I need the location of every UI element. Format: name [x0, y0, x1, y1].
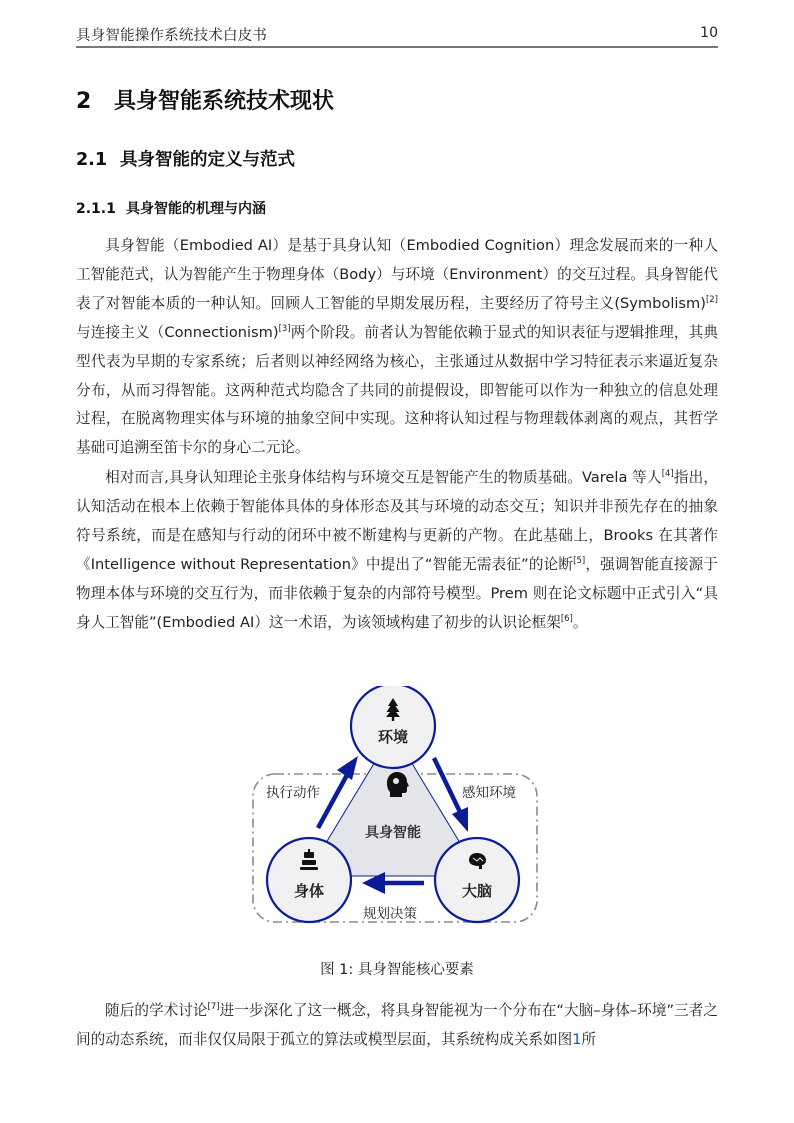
node-label-brain: 大脑 — [461, 882, 492, 900]
running-header — [76, 24, 718, 48]
paragraph-text: 相对而言,具身认知理论主张身体结构与环境交互是智能产生的物质基础。Varela 等人 — [105, 469, 662, 486]
edge-label-plan: 规划决策 — [363, 906, 417, 922]
paragraph-text: 具身智能（Embodied AI）是基于具身认知（Embodied Cognition）理念发展而来的一种人工智能范式，认为智能产生于物理身体（Body）与环境（Environment）的交互过程。具身智能代表了对智能本质的一种认知。回顾人工智能的早期发展历程，主要经历了符号主义(Symbolism) — [76, 237, 718, 312]
paragraph-text: 所 — [581, 1030, 597, 1048]
paragraph-embodied-cognition — [76, 464, 718, 637]
section-number: 2 — [76, 89, 92, 114]
subsubsection-heading — [76, 198, 266, 218]
paragraph-text: 随后的学术讨论 — [105, 1002, 208, 1019]
subsection-title: 具身智能的定义与范式 — [120, 150, 295, 170]
page-number: 10 — [700, 25, 718, 41]
paragraph-text: 进一步深化了这一概念，将具身智能视为一个分布在“大脑–身体–环境”三者之间的动态系统，而非仅仅局限于孤立的算法或模型层面，其系统构成关系如图 — [76, 1002, 718, 1048]
node-label-environment: 环境 — [377, 728, 408, 746]
citation-ref[interactable]: [4] — [661, 469, 674, 480]
citation-ref[interactable]: [3] — [278, 323, 291, 334]
section-heading — [76, 84, 334, 115]
document-title: 具身智能操作系统技术白皮书 — [76, 28, 268, 44]
center-label: 具身智能 — [365, 825, 421, 841]
node-label-body: 身体 — [293, 882, 324, 900]
citation-ref[interactable]: [5] — [573, 555, 586, 566]
citation-ref[interactable]: [2] — [705, 294, 718, 305]
subsection-number: 2.1 — [76, 150, 108, 170]
citation-ref[interactable]: [6] — [560, 613, 573, 624]
subsubsection-title: 具身智能的机理与内涵 — [126, 201, 266, 217]
paragraph-text: 。 — [572, 613, 588, 631]
figure-embodied-ai-core-elements — [246, 686, 556, 936]
paragraph-embodied-ai-definition — [76, 232, 718, 463]
paragraph-text: ，强调智能直接源于物理本体与环境的交互行为，而非依赖于复杂的内部符号模型。Prem 则在论文标题中正式引入“具身人工智能”(Embodied AI）这一术语，为该领域构建了初步的认识论框架 — [76, 555, 718, 631]
edge-label-act: 执行动作 — [266, 785, 320, 801]
paragraph-text: 两个阶段。前者认为智能依赖于显式的知识表征与逻辑推理，其典型代表为早期的专家系统；后者则以神经网络为核心，主张通过从数据中学习特征表示来逼近复杂分布，从而习得智能。这两种范式均隐含了共同的前提假设，即智能可以作为一种独立的信息处理过程，在脱离物理实体与环境的抽象空间中实现。这种将认知过程与物理载体剥离的观点，其哲学基础可追溯至笛卡尔的身心二元论。 — [76, 323, 718, 457]
figure-caption: 图 1: 具身智能核心要素 — [320, 962, 474, 978]
figure-reference-link[interactable]: 1 — [572, 1030, 582, 1048]
subsubsection-number: 2.1.1 — [76, 201, 116, 217]
paragraph-text: 指出，认知活动在根本上依赖于智能体具体的身体形态及其与环境的动态交互；知识并非预先存在的抽象符号系统，而是在感知与行动的闭环中被不断建构与更新的产物。在此基础上，Brooks 在其著作《Intelligence without Representation》中提出了“智能无需表征”的论断 — [76, 469, 718, 573]
edge-label-perceive: 感知环境 — [462, 785, 516, 801]
paragraph-distributed-system — [76, 997, 718, 1055]
citation-ref[interactable]: [7] — [207, 1002, 220, 1013]
section-title: 具身智能系统技术现状 — [114, 89, 335, 114]
subsection-heading — [76, 146, 295, 171]
paragraph-text: 与连接主义（Connectionism) — [76, 323, 279, 341]
